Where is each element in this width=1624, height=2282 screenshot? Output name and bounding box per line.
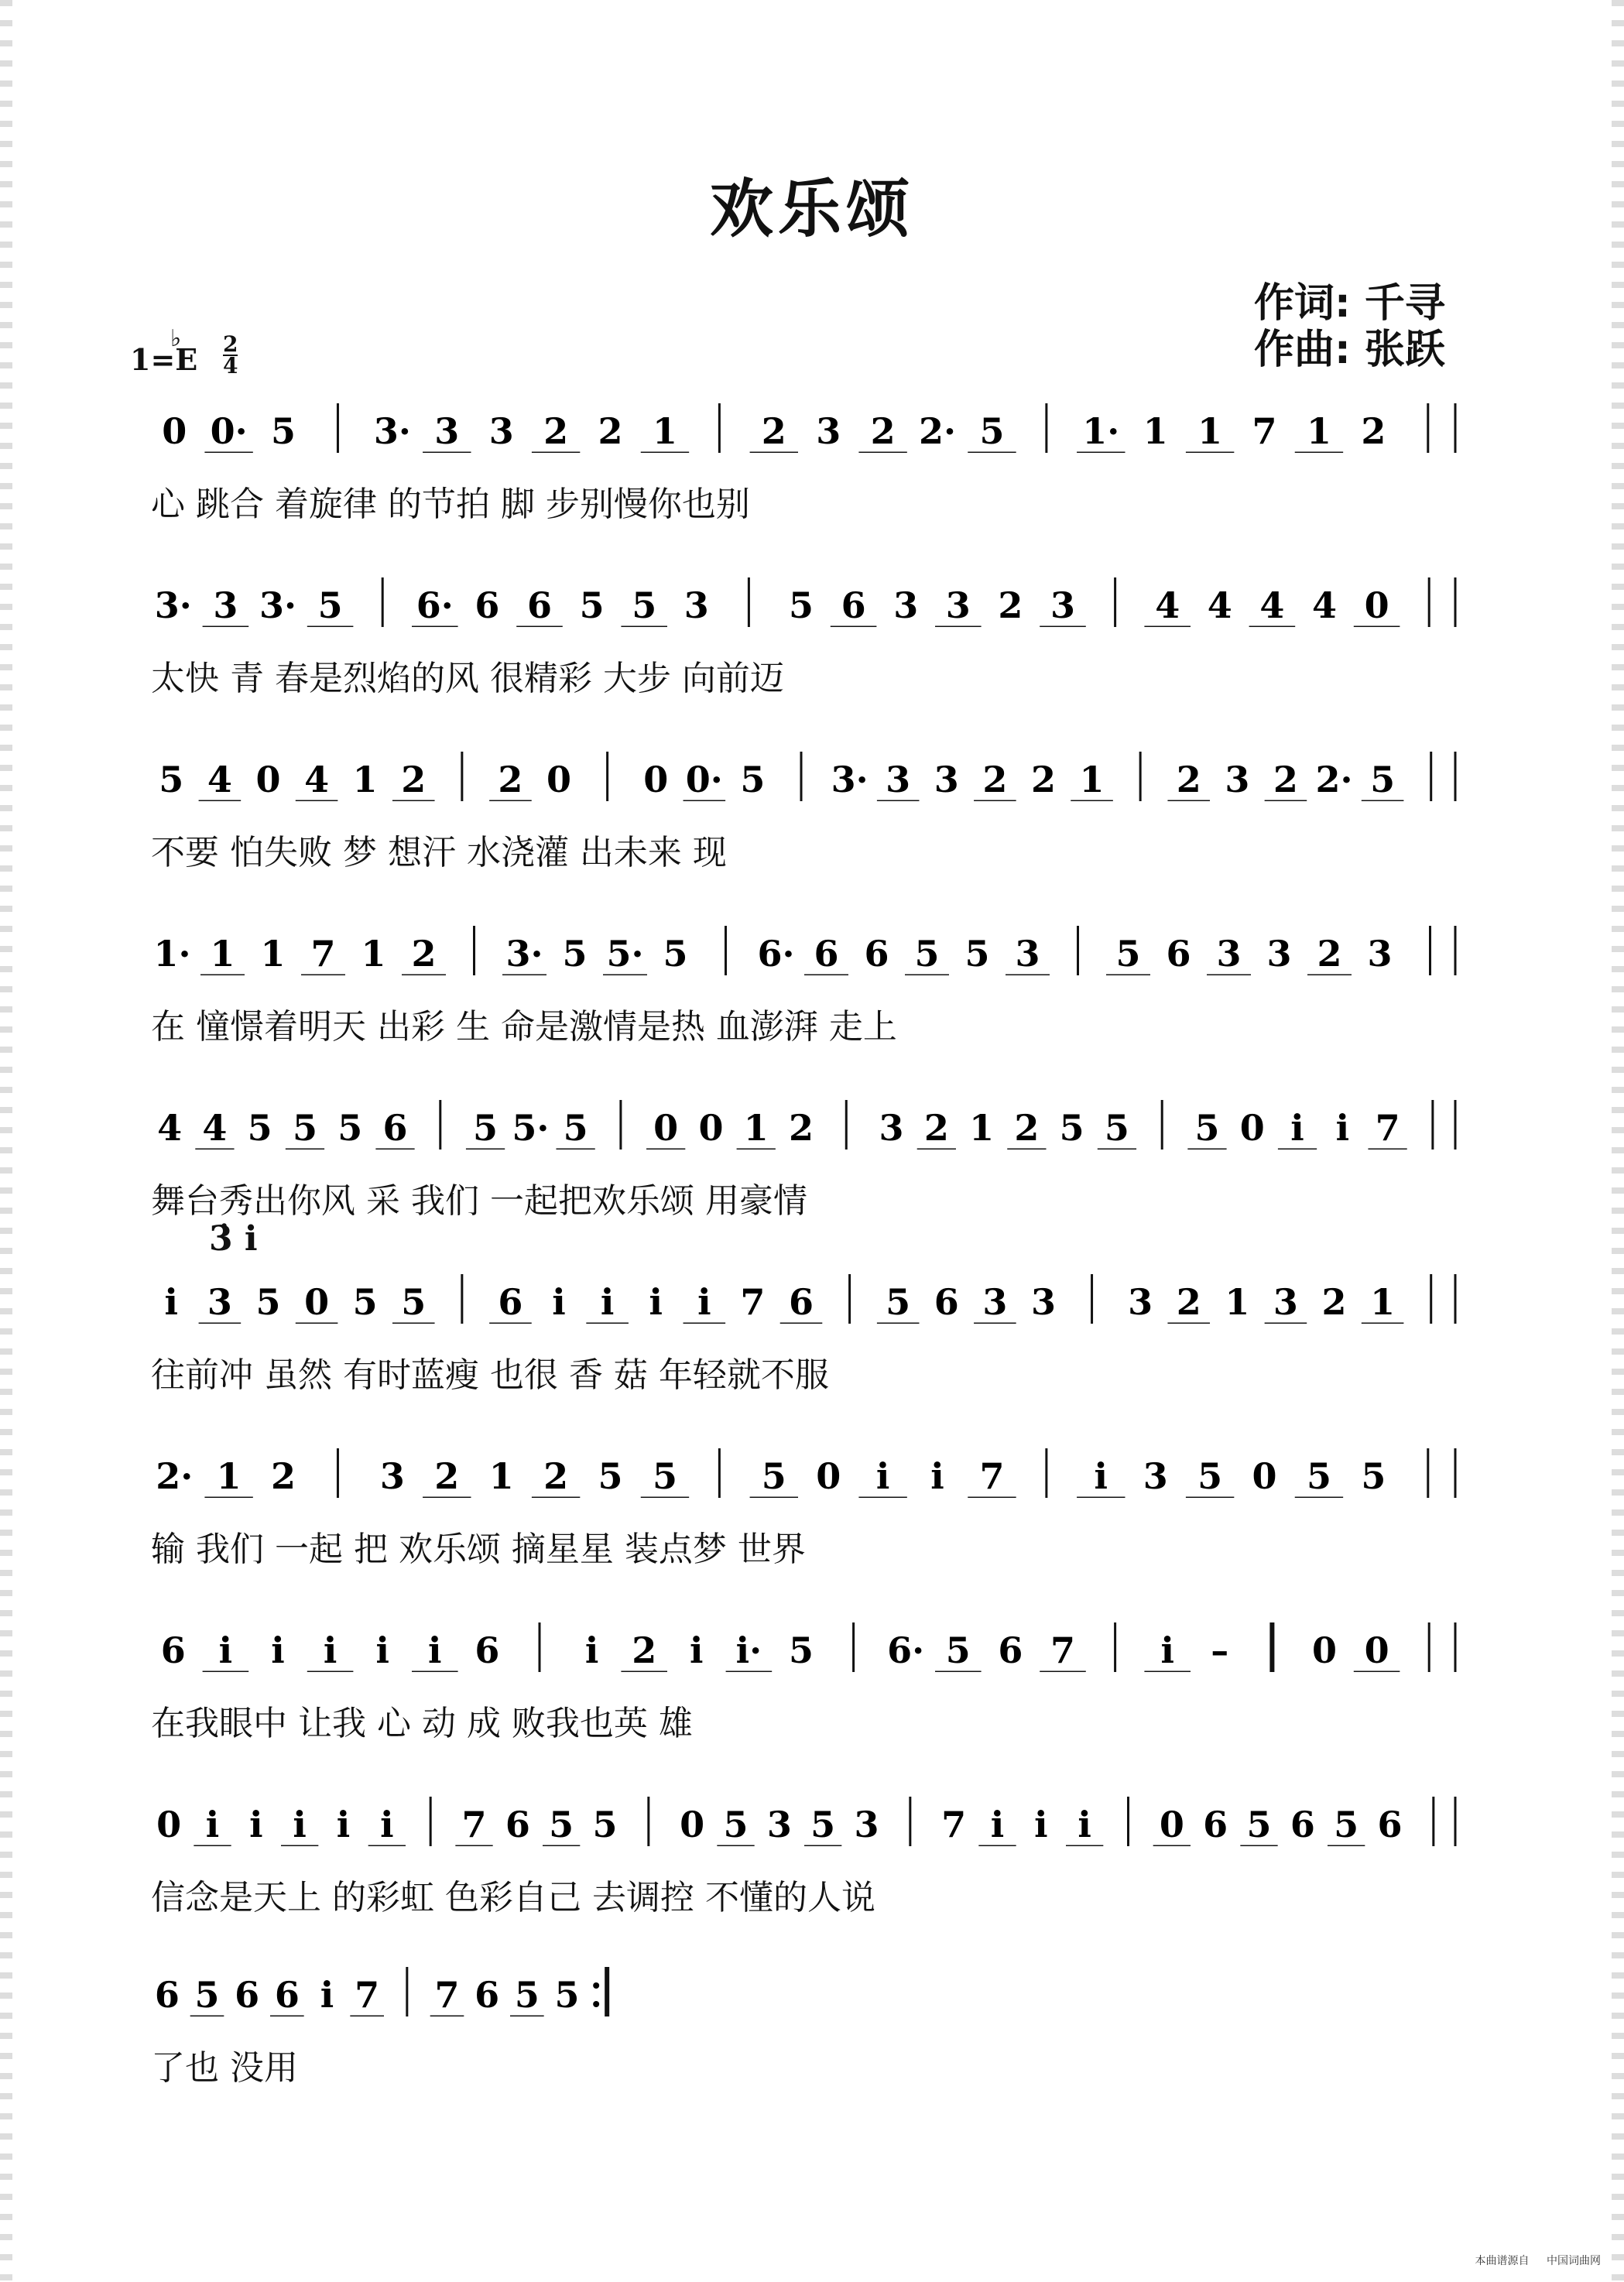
- note: 3: [879, 1107, 904, 1149]
- note: 5: [337, 1107, 363, 1149]
- note: 5: [1115, 933, 1141, 975]
- note: i: [320, 1974, 334, 2016]
- note: 3: [982, 1281, 1008, 1323]
- lyrics-line: 太快 青 春是烈焰的风 很精彩 大步 向前迈: [151, 659, 784, 698]
- note: 7: [1375, 1107, 1400, 1149]
- note: 2: [1176, 759, 1201, 800]
- note: 6: [475, 1974, 500, 2016]
- footer: [1461, 2253, 1601, 2268]
- note: 3·: [154, 584, 192, 626]
- note: 2: [923, 1107, 949, 1149]
- note: 5: [1370, 759, 1396, 800]
- repeat-dot: [593, 2001, 599, 2007]
- note: 0: [546, 759, 572, 800]
- note: 3: [816, 410, 841, 452]
- note: i: [875, 1455, 890, 1497]
- note: 5: [598, 1455, 623, 1497]
- note: 1: [1079, 759, 1105, 800]
- note: 5: [810, 1804, 836, 1845]
- note: 5: [1306, 1455, 1331, 1497]
- note: 5: [292, 1107, 317, 1149]
- time-signature: [223, 331, 238, 379]
- song-title: 欢乐颂: [709, 172, 914, 246]
- note: 2: [870, 410, 896, 452]
- note: 1: [361, 933, 386, 975]
- note: 6·: [416, 584, 454, 626]
- note: 2: [632, 1629, 657, 1671]
- lyricist: 作词: 千寻: [1254, 280, 1445, 327]
- note: 3: [766, 1804, 792, 1845]
- note: 0: [156, 1804, 182, 1845]
- note: 6: [505, 1804, 530, 1845]
- note: i: [690, 1629, 704, 1671]
- note: 2: [982, 759, 1008, 800]
- note: 3: [1225, 759, 1250, 800]
- note: 5·: [606, 933, 644, 975]
- note: i: [1094, 1455, 1108, 1497]
- note: i: [249, 1804, 263, 1845]
- repeat-dot: [593, 1982, 599, 1989]
- note: 6: [788, 1281, 814, 1323]
- note: i·: [735, 1629, 762, 1671]
- lyrics-line: 不要 怕失败 梦 想汗 水浇灌 出未来 现: [151, 833, 727, 872]
- note: –: [1211, 1629, 1229, 1671]
- note: 1·: [1082, 410, 1120, 452]
- note: 0·: [210, 410, 248, 452]
- note: 3·: [259, 584, 297, 626]
- note: i: [1290, 1107, 1304, 1149]
- note: 5: [1361, 1455, 1386, 1497]
- note: 3: [1367, 933, 1393, 975]
- note: 5: [886, 1281, 911, 1323]
- note: i: [1034, 1804, 1048, 1845]
- note: 5: [247, 1107, 272, 1149]
- note: 3: [434, 410, 460, 452]
- note: 5: [554, 1974, 580, 2016]
- note: 2: [598, 410, 623, 452]
- note: 6: [1166, 933, 1191, 975]
- note: 6: [864, 933, 889, 975]
- note: 3·: [831, 759, 869, 800]
- notation-row: [0, 565, 1624, 627]
- note: 0: [162, 410, 187, 452]
- note: 4: [1155, 584, 1180, 626]
- note: 2: [543, 1455, 569, 1497]
- note: 0: [1364, 1629, 1389, 1671]
- note: 2: [434, 1455, 460, 1497]
- lyrics-line: 了也 没用: [151, 2048, 298, 2088]
- note: 6: [274, 1974, 300, 2016]
- note: 7: [355, 1974, 380, 2016]
- note: 4: [304, 759, 330, 800]
- note: 6: [841, 584, 866, 626]
- note: 0: [1311, 1629, 1338, 1671]
- note: 2: [498, 759, 523, 800]
- note: i: [205, 1804, 220, 1845]
- note: 0: [680, 1804, 705, 1845]
- meter-bottom: 4: [223, 353, 238, 379]
- note: 6: [526, 584, 553, 626]
- notation-row: [0, 739, 1624, 801]
- note: 5: [914, 933, 940, 975]
- notation-row: [0, 1088, 1624, 1150]
- note: 2: [411, 933, 437, 975]
- note: i: [552, 1281, 566, 1323]
- notation-row: [0, 1610, 1624, 1672]
- lyrics-line: 在 憧憬着明天 出彩 生 命是激情是热 血澎湃 走上: [151, 1007, 897, 1047]
- notation-row: [0, 1784, 1624, 1846]
- lyrics-line: 心 跳合 着旋律 的节拍 脚 步别慢你也别: [151, 485, 750, 524]
- note: 5: [964, 933, 990, 975]
- footer-source: 本曲谱源自: [1475, 2255, 1530, 2267]
- note: 0: [1252, 1455, 1277, 1497]
- note: 5: [549, 1804, 574, 1845]
- note: 6: [1203, 1804, 1228, 1845]
- composer: 作曲: 张跃: [1254, 327, 1445, 373]
- note: 6: [154, 1974, 180, 2016]
- note: 1: [1306, 410, 1331, 452]
- note: 1: [1225, 1281, 1250, 1323]
- note: 1: [216, 1455, 242, 1497]
- note: 1: [652, 410, 677, 452]
- note: 5: [352, 1281, 378, 1323]
- key-prefix: 1=: [130, 342, 176, 377]
- note: 3: [684, 584, 709, 626]
- notation-row: [0, 1955, 1624, 2016]
- note: i: [380, 1804, 394, 1845]
- note: 5: [1197, 1455, 1223, 1497]
- note: 2: [271, 1455, 296, 1497]
- note: 3: [934, 759, 959, 800]
- note: 6: [1377, 1804, 1403, 1845]
- note: 3: [207, 1281, 232, 1323]
- note: 0: [698, 1107, 724, 1149]
- note: 0: [255, 759, 281, 800]
- notation-row: [0, 1262, 1624, 1324]
- note: 2: [761, 410, 786, 452]
- note: 5: [271, 410, 296, 452]
- note: 3: [379, 1455, 405, 1497]
- note: 5·: [512, 1107, 550, 1149]
- flat-symbol: ♭: [170, 325, 182, 352]
- note: 1: [352, 759, 378, 800]
- note: 3·: [373, 410, 411, 452]
- note: i: [990, 1804, 1005, 1845]
- note: 4: [1311, 584, 1338, 626]
- note: 7: [979, 1455, 1005, 1497]
- note: 2: [1361, 410, 1386, 452]
- note: 5: [159, 759, 184, 800]
- note: 3: [488, 410, 514, 452]
- note: 5: [473, 1107, 499, 1149]
- note: i: [697, 1281, 711, 1323]
- note: 5: [945, 1629, 971, 1671]
- note: 4: [1259, 584, 1285, 626]
- footer-site: 中国词曲网: [1547, 2255, 1601, 2267]
- note: 1: [743, 1107, 769, 1149]
- note: 5: [652, 1455, 677, 1497]
- lyrics-line: 舞台秀出你风 采 我们 一起把欢乐颂 用豪情: [151, 1181, 807, 1221]
- note: 2: [788, 1107, 814, 1149]
- note: 2: [1321, 1281, 1347, 1323]
- note: 0: [1159, 1804, 1184, 1845]
- note: 5: [1194, 1107, 1220, 1149]
- note: 3: [1015, 933, 1040, 975]
- note: 7: [1050, 1629, 1076, 1671]
- note: 2: [1030, 759, 1056, 800]
- note: 4: [157, 1107, 183, 1149]
- credits: [1254, 280, 1445, 373]
- note: i: [584, 1629, 599, 1671]
- note: 5: [401, 1281, 427, 1323]
- note: 2·: [1315, 759, 1353, 800]
- note: 5: [788, 1629, 814, 1671]
- note: 5: [317, 584, 343, 626]
- note: 6: [998, 1629, 1023, 1671]
- note: 1: [1197, 410, 1223, 452]
- note: 1·: [153, 933, 191, 975]
- note: 7: [941, 1804, 967, 1845]
- note: 5: [563, 1107, 588, 1149]
- note: 3: [1050, 584, 1076, 626]
- note: i: [649, 1281, 663, 1323]
- note: 1: [1370, 1281, 1396, 1323]
- note: 3: [213, 584, 238, 626]
- note: i: [336, 1804, 351, 1845]
- note: 3: [1030, 1281, 1056, 1323]
- note: 2: [1014, 1107, 1040, 1149]
- note: 5: [740, 759, 766, 800]
- note: 3: [1266, 933, 1292, 975]
- note: 5: [788, 584, 814, 626]
- lyrics-line: 信念是天上 的彩虹 色彩自己 去调控 不懂的人说: [151, 1878, 875, 1917]
- note: 1: [210, 933, 235, 975]
- note: 2: [1273, 759, 1298, 800]
- note: 4: [202, 1107, 228, 1149]
- note: i: [428, 1629, 442, 1671]
- note: 0: [1364, 584, 1389, 626]
- note: 1: [260, 933, 286, 975]
- note: 3: [886, 759, 911, 800]
- lyrics-line: 输 我们 一起 把 欢乐颂 摘星星 装点梦 世界: [151, 1530, 806, 1569]
- note: i: [293, 1804, 307, 1845]
- note: 1: [488, 1455, 514, 1497]
- note: i: [1078, 1804, 1091, 1845]
- note: 3: [893, 584, 919, 626]
- note: i: [1335, 1107, 1350, 1149]
- note: 0: [653, 1107, 679, 1149]
- notation-row: [0, 1436, 1624, 1498]
- note: 2·: [156, 1455, 194, 1497]
- note: 6: [1290, 1804, 1315, 1845]
- note: 5: [723, 1804, 749, 1845]
- note: 2: [543, 410, 569, 452]
- note: 2: [401, 759, 427, 800]
- note: 6: [498, 1281, 523, 1323]
- note: 5: [1334, 1804, 1359, 1845]
- note: 2: [998, 584, 1023, 626]
- note: i: [323, 1629, 337, 1671]
- note: 5: [1059, 1107, 1084, 1149]
- note: 6: [934, 1281, 959, 1323]
- note: i: [930, 1455, 944, 1497]
- note: 7: [310, 933, 336, 975]
- key-note: E: [175, 342, 198, 377]
- note: 1: [969, 1107, 995, 1149]
- notation-row: [0, 391, 1624, 453]
- note: 3·: [505, 933, 543, 975]
- note: 7: [740, 1281, 766, 1323]
- note: 0: [643, 759, 669, 800]
- note: 6: [382, 1107, 408, 1149]
- note: 5: [761, 1455, 786, 1497]
- note: i: [600, 1281, 615, 1323]
- note: 0: [816, 1455, 841, 1497]
- note: 5: [663, 933, 688, 975]
- note: 6·: [887, 1629, 925, 1671]
- note: 5: [255, 1281, 281, 1323]
- note: 3: [1216, 933, 1242, 975]
- note: 7: [461, 1804, 487, 1845]
- note: 1: [1143, 410, 1168, 452]
- note: 5: [632, 584, 657, 626]
- chord-notes: 3̇ i: [209, 1219, 258, 1259]
- note: 4: [1207, 584, 1232, 626]
- note: 6: [160, 1629, 186, 1671]
- note: 5: [514, 1974, 540, 2016]
- note: i: [271, 1629, 285, 1671]
- note: i: [1160, 1629, 1174, 1671]
- note: 3: [1273, 1281, 1298, 1323]
- note: 2: [1176, 1281, 1201, 1323]
- lyrics-line: 在我眼中 让我 心 动 成 败我也英 雄: [151, 1704, 693, 1743]
- note: 6: [235, 1974, 260, 2016]
- note: 2: [1317, 933, 1342, 975]
- note: 7: [1252, 410, 1277, 452]
- note: 0: [304, 1281, 330, 1323]
- note: i: [375, 1629, 389, 1671]
- note: 5: [194, 1974, 220, 2016]
- note: 3: [854, 1804, 879, 1845]
- note: 5: [592, 1804, 618, 1845]
- note: 0: [1239, 1107, 1265, 1149]
- note: 3: [1128, 1281, 1153, 1323]
- note: 3: [945, 584, 971, 626]
- note: 6: [814, 933, 839, 975]
- note: i: [164, 1281, 179, 1323]
- note: 6: [475, 584, 500, 626]
- key-signature: [130, 325, 238, 379]
- note: 3: [1143, 1455, 1168, 1497]
- note: 5: [579, 584, 605, 626]
- note: 2·: [919, 410, 957, 452]
- note: 6·: [757, 933, 795, 975]
- note: 5: [1104, 1107, 1129, 1149]
- meter-top: 2: [223, 331, 238, 357]
- lyrics-line: 往前冲 虽然 有时蓝瘦 也很 香 菇 年轻就不服: [151, 1355, 829, 1395]
- note: 0·: [685, 759, 723, 800]
- notation-row: [0, 913, 1624, 975]
- note: 5: [562, 933, 588, 975]
- note: 4: [207, 759, 232, 800]
- note: 6: [475, 1629, 500, 1671]
- note: 5: [979, 410, 1005, 452]
- note: i: [218, 1629, 233, 1671]
- note: 7: [434, 1974, 460, 2016]
- note: 5: [1246, 1804, 1272, 1845]
